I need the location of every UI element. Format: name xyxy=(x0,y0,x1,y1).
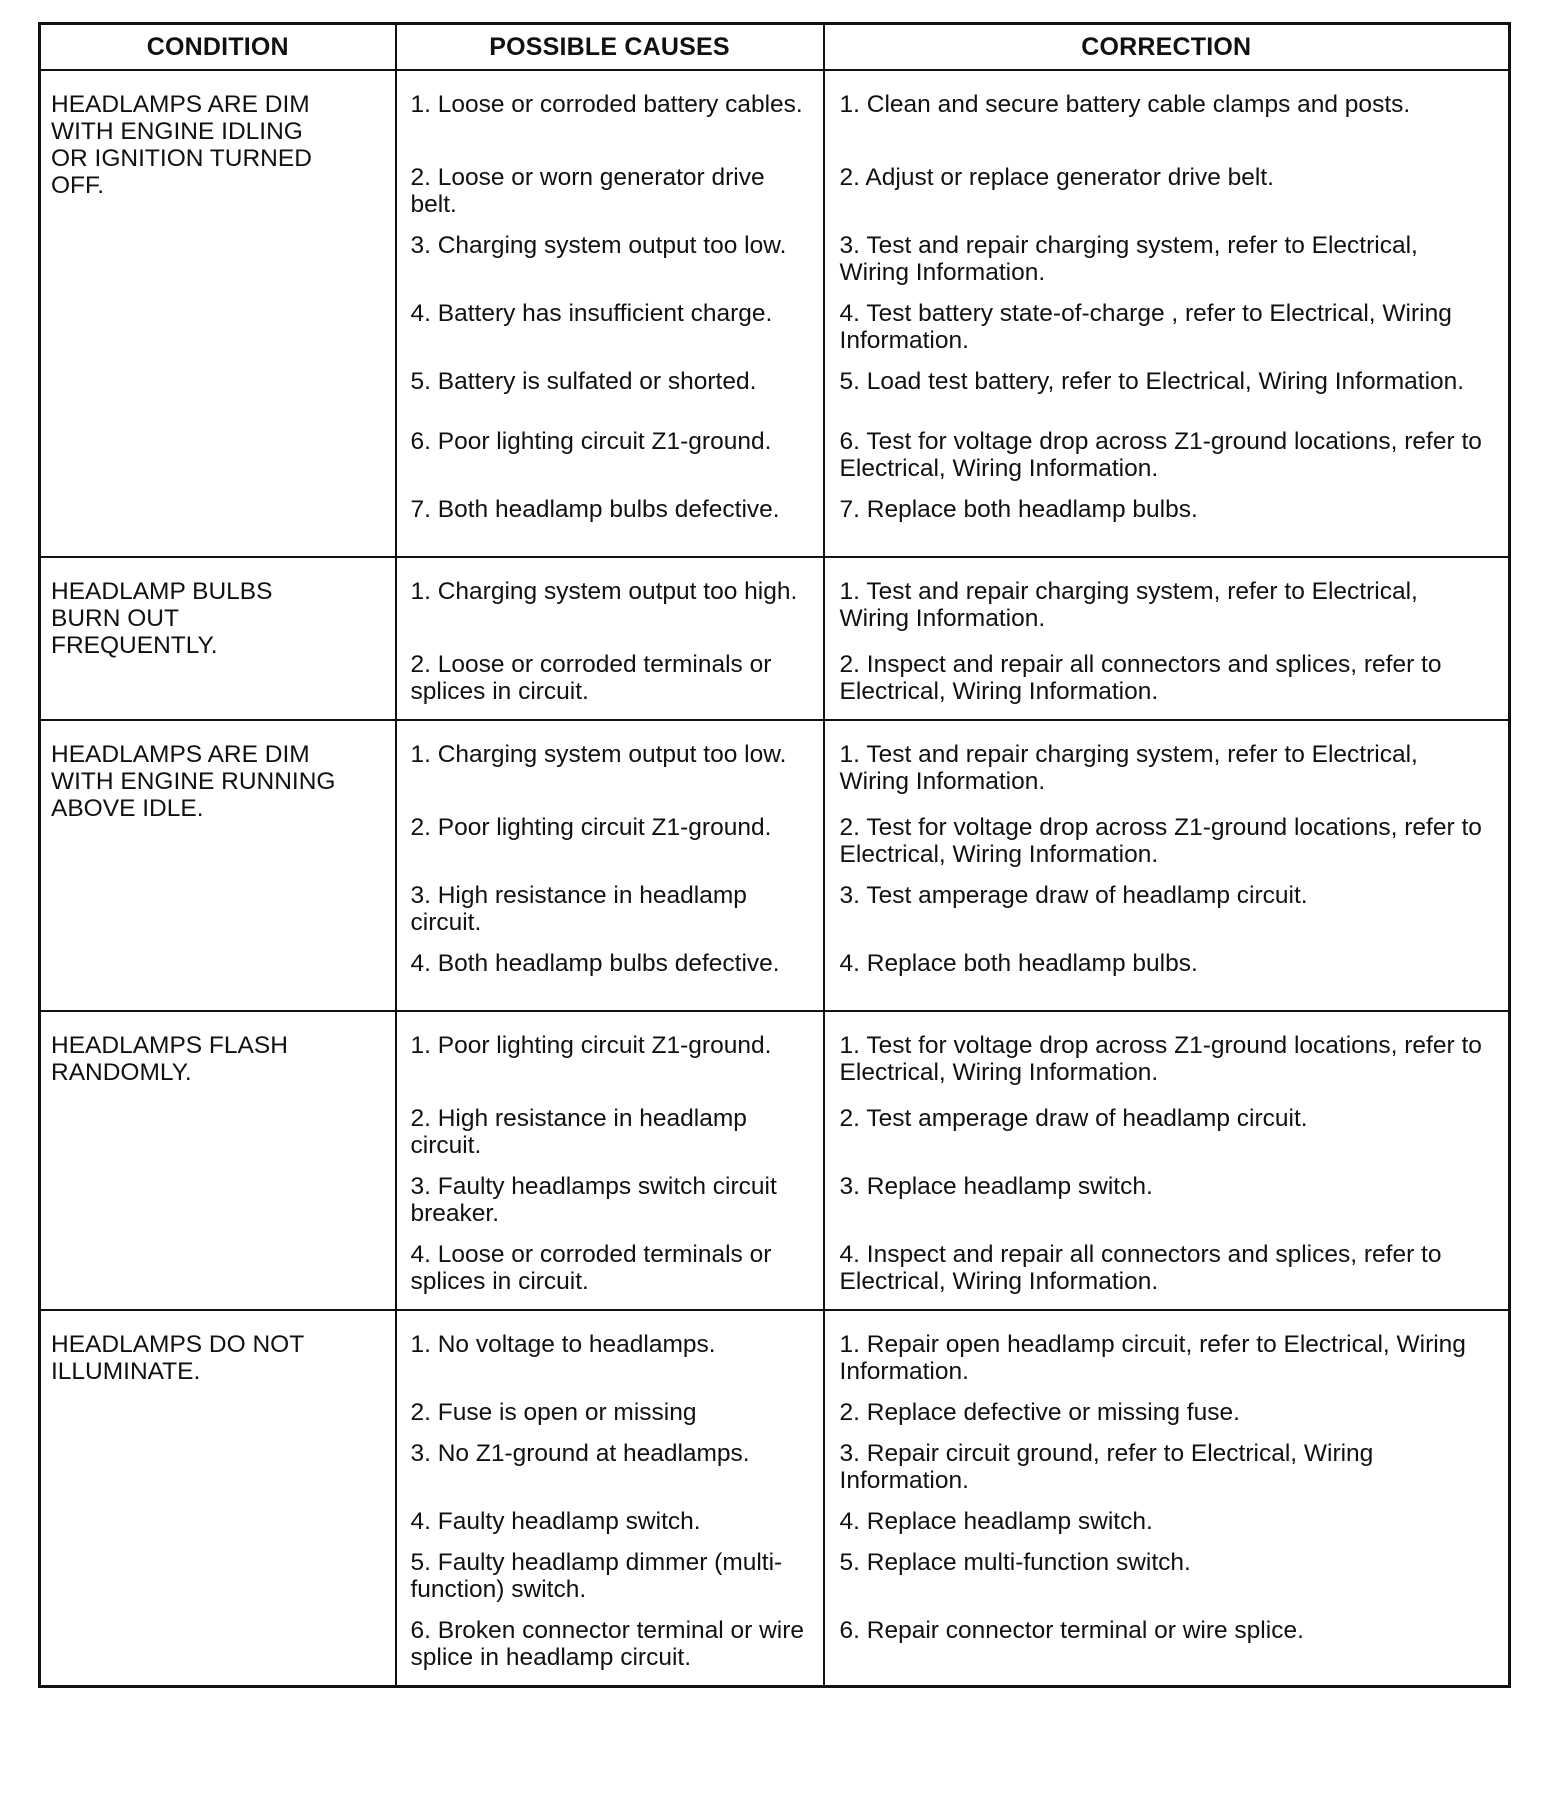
correction: 4. Replace headlamp switch. xyxy=(839,1508,1153,1535)
possible-cause: 4. Both headlamp bulbs defective. xyxy=(410,950,780,977)
correction: 2. Test amperage draw of headlamp circuit. xyxy=(839,1105,1308,1132)
cause-correction-pair xyxy=(397,496,1509,556)
condition-cell: HEADLAMP BULBS BURN OUT FREQUENTLY. xyxy=(40,557,396,720)
possible-cause: 7. Both headlamp bulbs defective. xyxy=(410,496,780,523)
column-divider xyxy=(823,558,825,719)
column-divider xyxy=(823,1012,825,1309)
possible-cause: 1. Loose or corroded battery cables. xyxy=(410,91,803,118)
possible-cause: 3. No Z1-ground at headlamps. xyxy=(410,1440,750,1467)
correction: 3. Test and repair charging system, refer to Electrical, Wiring Information. xyxy=(839,232,1418,286)
cause-correction-list xyxy=(397,558,1509,719)
correction: 5. Load test battery, refer to Electrical, Wiring Information. xyxy=(839,368,1465,395)
cause-correction-pair xyxy=(397,950,1509,1010)
correction: 7. Replace both headlamp bulbs. xyxy=(839,496,1198,523)
causes-corrections-cell xyxy=(396,1011,1510,1310)
correction: 4. Test battery state-of-charge , refer to Electrical, Wiring Information. xyxy=(839,300,1452,354)
condition-cell: HEADLAMPS FLASH RANDOMLY. xyxy=(40,1011,396,1310)
cause-correction-pair xyxy=(397,1508,1509,1549)
possible-cause: 1. Charging system output too high. xyxy=(410,578,798,605)
correction: 2. Inspect and repair all connectors and splices, refer to Electrical, Wiring Information. xyxy=(839,651,1442,705)
cause-correction-pair xyxy=(397,1032,1509,1105)
cause-correction-pair xyxy=(397,1105,1509,1173)
possible-cause: 2. High resistance in headlamp circuit. xyxy=(410,1105,747,1159)
cause-correction-pair xyxy=(397,651,1509,719)
table-row xyxy=(40,720,1510,1011)
header-condition: CONDITION xyxy=(40,24,396,71)
cause-correction-pair xyxy=(397,91,1509,164)
cause-correction-list xyxy=(397,1311,1509,1685)
possible-cause: 2. Loose or corroded terminals or splices in circuit. xyxy=(410,651,772,705)
condition-cell: HEADLAMPS ARE DIM WITH ENGINE RUNNING ABOVE IDLE. xyxy=(40,720,396,1011)
cause-correction-pair xyxy=(397,428,1509,496)
correction: 6. Test for voltage drop across Z1-ground locations, refer to Electrical, Wiring Information. xyxy=(839,428,1482,482)
possible-cause: 5. Faulty headlamp dimmer (multi-function) switch. xyxy=(410,1549,783,1603)
possible-cause: 2. Poor lighting circuit Z1-ground. xyxy=(410,814,772,841)
causes-corrections-cell xyxy=(396,70,1510,557)
correction: 1. Test for voltage drop across Z1-ground locations, refer to Electrical, Wiring Information. xyxy=(839,1032,1482,1086)
possible-cause: 6. Broken connector terminal or wire splice in headlamp circuit. xyxy=(410,1617,805,1671)
cause-correction-pair xyxy=(397,1440,1509,1508)
possible-cause: 6. Poor lighting circuit Z1-ground. xyxy=(410,428,772,455)
cause-correction-pair xyxy=(397,1399,1509,1440)
header-correction: CORRECTION xyxy=(824,24,1510,71)
cause-correction-pair xyxy=(397,1173,1509,1241)
possible-cause: 4. Battery has insufficient charge. xyxy=(410,300,773,327)
column-divider xyxy=(823,71,825,556)
column-divider xyxy=(823,721,825,1010)
cause-correction-pair xyxy=(397,300,1509,368)
cause-correction-pair xyxy=(397,741,1509,814)
correction: 2. Test for voltage drop across Z1-ground locations, refer to Electrical, Wiring Information. xyxy=(839,814,1482,868)
possible-cause: 1. No voltage to headlamps. xyxy=(410,1331,716,1358)
possible-cause: 1. Poor lighting circuit Z1-ground. xyxy=(410,1032,772,1059)
cause-correction-list xyxy=(397,71,1509,556)
correction: 2. Adjust or replace generator drive belt. xyxy=(839,164,1274,191)
possible-cause: 3. High resistance in headlamp circuit. xyxy=(410,882,747,936)
cause-correction-pair xyxy=(397,882,1509,950)
possible-cause: 3. Faulty headlamps switch circuit breaker. xyxy=(410,1173,777,1227)
correction: 6. Repair connector terminal or wire splice. xyxy=(839,1617,1304,1644)
possible-cause: 3. Charging system output too low. xyxy=(410,232,787,259)
cause-correction-pair xyxy=(397,814,1509,882)
cause-correction-pair xyxy=(397,1331,1509,1399)
cause-correction-list xyxy=(397,721,1509,1010)
correction: 1. Test and repair charging system, refer to Electrical, Wiring Information. xyxy=(839,578,1418,632)
cause-correction-pair xyxy=(397,368,1509,428)
header-possible-causes: POSSIBLE CAUSES xyxy=(396,24,824,71)
correction: 1. Test and repair charging system, refer to Electrical, Wiring Information. xyxy=(839,741,1418,795)
causes-corrections-cell xyxy=(396,557,1510,720)
table-row xyxy=(40,70,1510,557)
table-body xyxy=(40,70,1510,1687)
possible-cause: 4. Loose or corroded terminals or splices in circuit. xyxy=(410,1241,772,1295)
header-row xyxy=(40,24,1510,71)
correction: 5. Replace multi-function switch. xyxy=(839,1549,1191,1576)
condition-cell: HEADLAMPS DO NOT ILLUMINATE. xyxy=(40,1310,396,1687)
possible-cause: 2. Loose or worn generator drive belt. xyxy=(410,164,765,218)
cause-correction-pair xyxy=(397,578,1509,651)
correction: 3. Test amperage draw of headlamp circuit. xyxy=(839,882,1308,909)
table-row xyxy=(40,557,1510,720)
diagnosis-table xyxy=(38,22,1511,1688)
correction: 1. Repair open headlamp circuit, refer to Electrical, Wiring Information. xyxy=(839,1331,1466,1385)
column-divider xyxy=(823,1311,825,1685)
cause-correction-pair xyxy=(397,1549,1509,1617)
possible-cause: 4. Faulty headlamp switch. xyxy=(410,1508,701,1535)
correction: 1. Clean and secure battery cable clamps and posts. xyxy=(839,91,1411,118)
correction: 3. Replace headlamp switch. xyxy=(839,1173,1153,1200)
condition-cell: HEADLAMPS ARE DIM WITH ENGINE IDLING OR IGNITION TURNED OFF. xyxy=(40,70,396,557)
table-row xyxy=(40,1310,1510,1687)
causes-corrections-cell xyxy=(396,1310,1510,1687)
cause-correction-pair xyxy=(397,164,1509,232)
correction: 4. Replace both headlamp bulbs. xyxy=(839,950,1198,977)
cause-correction-pair xyxy=(397,1241,1509,1309)
cause-correction-pair xyxy=(397,1617,1509,1685)
causes-corrections-cell xyxy=(396,720,1510,1011)
cause-correction-pair xyxy=(397,232,1509,300)
table-row xyxy=(40,1011,1510,1310)
possible-cause: 5. Battery is sulfated or shorted. xyxy=(410,368,757,395)
cause-correction-list xyxy=(397,1012,1509,1309)
possible-cause: 1. Charging system output too low. xyxy=(410,741,787,768)
possible-cause: 2. Fuse is open or missing xyxy=(410,1399,697,1426)
correction: 4. Inspect and repair all connectors and splices, refer to Electrical, Wiring Information. xyxy=(839,1241,1442,1295)
correction: 2. Replace defective or missing fuse. xyxy=(839,1399,1240,1426)
correction: 3. Repair circuit ground, refer to Electrical, Wiring Information. xyxy=(839,1440,1374,1494)
